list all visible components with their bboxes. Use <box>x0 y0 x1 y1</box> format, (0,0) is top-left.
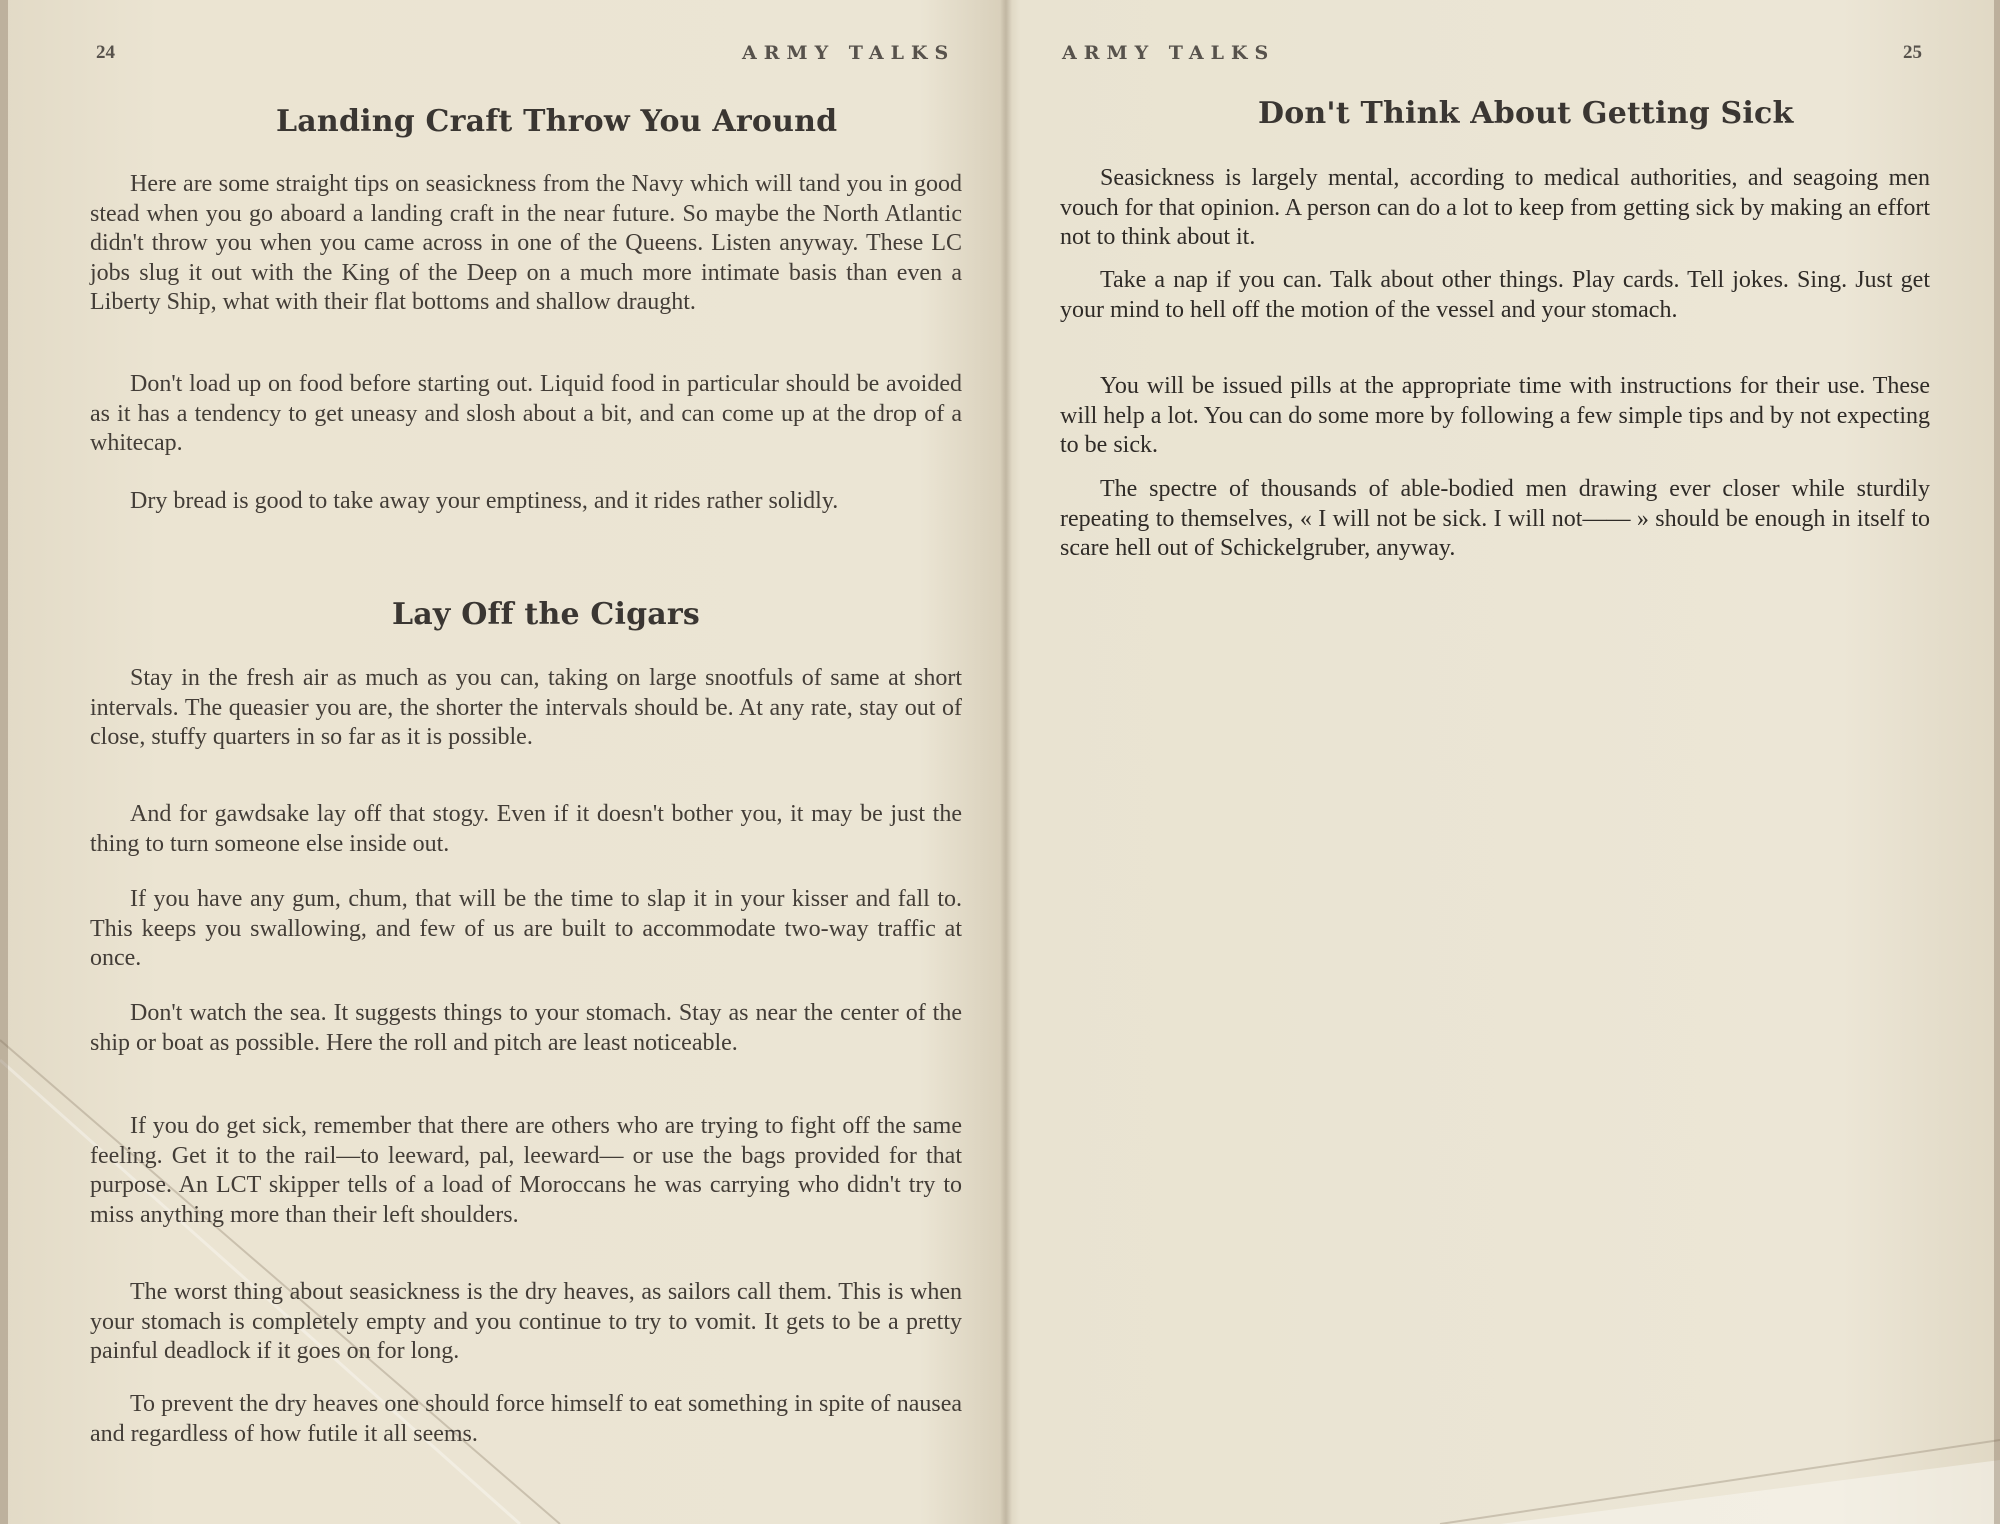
right-running-head: ARMY TALKS <box>1062 42 1276 64</box>
left-running-head: ARMY TALKS <box>742 42 956 64</box>
paragraph: Take a nap if you can. Talk about other things. Play cards. Tell jokes. Sing. Just get your mind to hell off the motion of the vessel and your stomach. <box>1060 267 1930 323</box>
section-heading: Don't Think About Getting Sick <box>1258 96 1794 131</box>
paragraph: To prevent the dry heaves one should force himself to eat something in spite of nausea and regardless of how futile it all seems. <box>90 1391 962 1447</box>
paragraph: The spectre of thousands of able-bodied men drawing ever closer while sturdily repeating to themselves, « I will not be sick. I will not—— » should be enough in itself to scare hell out of Schickelgruber, anyway. <box>1060 476 1930 561</box>
paragraph: Here are some straight tips on seasickness from the Navy which will tand you in good stead when you go aboard a landing craft in the near future. So maybe the North Atlantic didn't throw you when you came across in one of the Queens. Listen anyway. These LC jobs slug it out with the King of the Deep on a much more intimate basis than even a Liberty Ship, what with their flat bottoms and shallow draught. <box>90 171 962 315</box>
paragraph: Don't watch the sea. It suggests things to your stomach. Stay as near the center of the ship or boat as possible. Here the roll and pitch are least noticeable. <box>90 1000 962 1056</box>
paragraph: Stay in the fresh air as much as you can, taking on large snootfuls of same at short intervals. The queasier you are, the shorter the intervals should be. At any rate, stay out of close, stuffy quarters in so far as it is possible. <box>90 665 962 750</box>
paragraph: Don't load up on food before starting out. Liquid food in particular should be avoided as it has a tendency to get uneasy and slosh about a bit, and can come up at the drop of a whitecap. <box>90 371 962 456</box>
right-page-number: 25 <box>1903 42 1922 63</box>
paragraph: Dry bread is good to take away your emptiness, and it rides rather solidly. <box>130 488 839 514</box>
section-heading: Lay Off the Cigars <box>392 597 700 632</box>
paragraph: Seasickness is largely mental, according to medical authorities, and seagoing men vouch for that opinion. A person can do a lot to keep from getting sick by making an effort not to think about it. <box>1060 165 1930 250</box>
left-page-number: 24 <box>96 42 115 63</box>
paragraph: And for gawdsake lay off that stogy. Even if it doesn't bother you, it may be just the thing to turn someone else inside out. <box>90 801 962 857</box>
paragraph: If you do get sick, remember that there are others who are trying to fight off the same feeling. Get it to the rail—to leeward, pal, leeward— or use the bags provided for that purpose. An LCT skipper tells of a load of Moroccans he was carrying who didn't try to miss anything more than their left shoulders. <box>90 1113 962 1228</box>
paragraph: You will be issued pills at the appropriate time with instructions for their use. These will help a lot. You can do some more by following a few simple tips and by not expecting to be sick. <box>1060 373 1930 458</box>
paragraph: The worst thing about seasickness is the dry heaves, as sailors call them. This is when your stomach is completely empty and you continue to try to vomit. It gets to be a pretty painful deadlock if it goes on for long. <box>90 1279 962 1364</box>
paragraph: If you have any gum, chum, that will be the time to slap it in your kisser and fall to. This keeps you swallowing, and few of us are built to accommodate two-way traffic at once. <box>90 886 962 971</box>
right-page <box>1010 0 2000 1524</box>
section-heading: Landing Craft Throw You Around <box>276 104 838 139</box>
